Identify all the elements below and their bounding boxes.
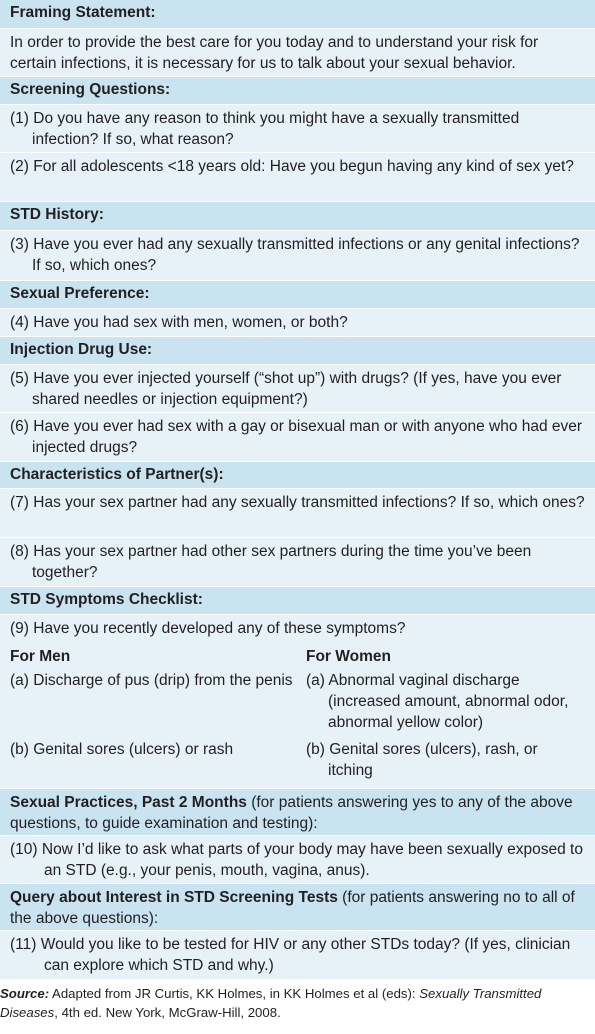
question-8	[0, 538, 595, 587]
framing-text-body: In order to provide the best care for you today and to understand your risk for certain infections, it is necessary for us to talk about your sexual behavior.	[10, 34, 539, 72]
question-6	[0, 413, 595, 462]
query-header	[0, 884, 595, 931]
question-7	[0, 489, 595, 538]
injection-header-text: Injection Drug Use:	[10, 341, 153, 358]
question-9-text: (9) Have you recently developed any of these symptoms?	[10, 620, 406, 637]
question-11-text: (11) Would you like to be tested for HIV or any other STDs today? (If yes, clinician can explore which STD and why.)	[10, 936, 571, 974]
symptoms-checklist	[0, 615, 595, 789]
partners-header	[0, 462, 595, 489]
question-10	[0, 836, 595, 884]
question-11	[0, 931, 595, 980]
for-women-heading: For Women	[306, 648, 391, 665]
practices-header-note: (for patients answering yes to any of the above questions, to guide examination and testing):	[10, 794, 573, 832]
sexual-preference-header	[0, 281, 595, 309]
symptoms-header	[0, 587, 595, 615]
partners-header-text: Characteristics of Partner(s):	[10, 466, 224, 483]
question-6-text: (6) Have you ever had sex with a gay or bisexual man or with anyone who had ever injected drugs?	[10, 418, 583, 456]
symptoms-header-text: STD Symptoms Checklist:	[10, 591, 203, 608]
source-book-title: Sexually Transmitted Diseases	[0, 986, 542, 1020]
std-history-header-text: STD History:	[10, 206, 104, 223]
question-1-text: (1) Do you have any reason to think you might have a sexually transmitted infection? If so, what reason?	[10, 110, 520, 148]
question-7-text: (7) Has your sex partner had any sexually transmitted infections? If so, which ones?	[10, 494, 585, 511]
question-4-text: (4) Have you had sex with men, women, or both?	[10, 314, 348, 331]
injection-header	[0, 337, 595, 365]
practices-header-bold: Sexual Practices, Past 2 Months	[10, 794, 247, 811]
question-8-text: (8) Has your sex partner had other sex partners during the time you’ve been together?	[10, 543, 532, 581]
practices-header	[0, 789, 595, 836]
question-2-text: (2) For all adolescents <18 years old: Have you begun having any kind of sex yet?	[10, 158, 574, 175]
symptom-column-headers	[10, 646, 585, 667]
source-note	[0, 980, 595, 1022]
source-text-2: , 4th ed. New York, McGraw-Hill, 2008.	[54, 1005, 281, 1020]
screening-header-text: Screening Questions:	[10, 81, 171, 98]
question-1	[0, 105, 595, 153]
question-4	[0, 309, 595, 337]
source-text-1: Adapted from JR Curtis, KK Holmes, in KK Holmes et al (eds):	[49, 986, 420, 1001]
question-5	[0, 365, 595, 413]
men-symptom-b: (b) Genital sores (ulcers) or rash	[10, 741, 234, 758]
query-header-bold: Query about Interest in STD Screening Tests	[10, 889, 338, 906]
framing-header	[0, 0, 595, 29]
symptom-row-a	[10, 670, 585, 733]
std-history-header	[0, 202, 595, 231]
screening-header	[0, 77, 595, 105]
question-3	[0, 231, 595, 281]
women-symptom-b: (b) Genital sores (ulcers), rash, or itching	[306, 741, 538, 779]
question-3-text: (3) Have you ever had any sexually transmitted infections or any genital infections? If so, which ones?	[10, 236, 580, 274]
query-header-note: (for patients answering no to all of the above questions):	[10, 889, 575, 927]
framing-text	[0, 29, 595, 77]
for-men-heading: For Men	[10, 648, 71, 665]
framing-header-text: Framing Statement:	[10, 4, 156, 21]
women-symptom-a: (a) Abnormal vaginal discharge (increased amount, abnormal odor, abnormal yellow color)	[306, 672, 569, 731]
question-10-text: (10) Now I’d like to ask what parts of your body may have been sexually exposed to an STD (e.g., your penis, mouth, vagina, anus).	[10, 841, 583, 879]
sexual-preference-header-text: Sexual Preference:	[10, 285, 150, 302]
question-2	[0, 153, 595, 202]
source-label: Source:	[0, 986, 50, 1001]
question-5-text: (5) Have you ever injected yourself (“shot up”) with drugs? (If yes, have you ever shared needles or injection equipment?)	[10, 370, 562, 408]
symptom-row-b	[10, 739, 585, 781]
men-symptom-a: (a) Discharge of pus (drip) from the penis	[10, 672, 293, 689]
